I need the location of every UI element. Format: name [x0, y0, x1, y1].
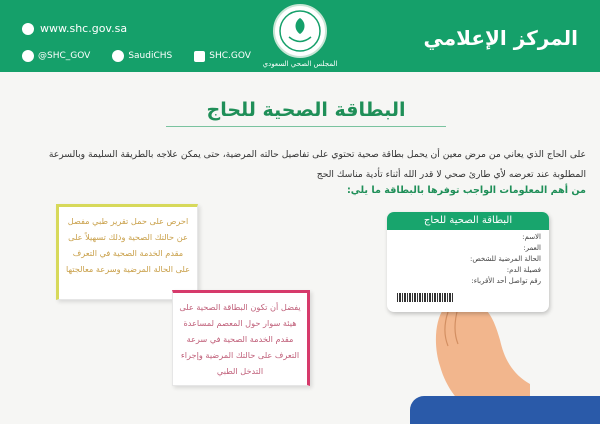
health-card [387, 212, 549, 312]
instagram-icon [112, 50, 124, 62]
sleeve [410, 396, 600, 424]
social-instagram-label: SaudiCHS [128, 51, 173, 61]
page-title: المركز الإعلامي [423, 26, 578, 50]
main-title: البطاقة الصحية للحاج [206, 99, 406, 121]
intro-paragraph: على الحاج الذي يعاني من مرض معين أن يحمل بطاقة صحية تحتوي على تفاصيل حالته المرضية، حتى يمكن علاجه بالطريقة السليمة وبالسرعة المطلوبة عند تعرضه لأي طارئ صحي لا قدر الله أثناء تأدية مناسك الحج [48, 149, 586, 180]
social-facebook[interactable] [194, 50, 251, 62]
note-medical-report-text: احرص على حمل تقرير طبي مفصل عن حالتك الصحية وذلك تسهيلاً على مقدم الخدمة الصحية في التعرف على الحالة المرضية وسرعة معالجتها [65, 216, 191, 274]
twitter-icon [22, 50, 34, 62]
social-links [22, 50, 251, 62]
globe-icon [22, 23, 34, 35]
card-field-contact: رقم تواصل أحد الأقرباء: [471, 277, 541, 285]
header-bar [0, 0, 600, 72]
note-wristband-text: يفضل أن تكون البطاقة الصحية على هيئة سوار حول المعصم لمساعدة مقدم الخدمة الصحية في سرعة التعرف على حالتك المرضية وإجراء التدخل الطبي [179, 302, 301, 376]
logo-caption: المجلس الصحي السعودي [262, 60, 338, 68]
barcode-icon [397, 293, 453, 302]
social-twitter[interactable] [22, 50, 90, 62]
title-underline [166, 126, 446, 127]
note-medical-report [56, 204, 198, 300]
banner [156, 96, 456, 130]
card-field-condition: الحالة المرضية للشخص: [469, 255, 541, 263]
website-link[interactable] [22, 22, 127, 35]
card-field-age: العمر: [523, 244, 541, 252]
website-url: www.shc.gov.sa [40, 22, 128, 35]
info-subheading: من أهم المعلومات الواجب توفرها بالبطاقة ما يلي: [346, 185, 586, 196]
health-card-title: البطاقة الصحية للحاج [387, 212, 549, 230]
logo [262, 4, 338, 84]
social-facebook-label: SHC.GOV [209, 51, 251, 61]
card-field-blood-type: فصيلة الدم: [506, 266, 541, 274]
logo-emblem-icon [273, 4, 327, 58]
social-twitter-label: @SHC_GOV [38, 51, 91, 61]
facebook-icon [194, 51, 205, 62]
social-instagram[interactable] [112, 50, 172, 62]
note-wristband [172, 290, 310, 386]
health-card-fields [387, 230, 549, 289]
card-field-name: الاسم: [522, 233, 541, 241]
